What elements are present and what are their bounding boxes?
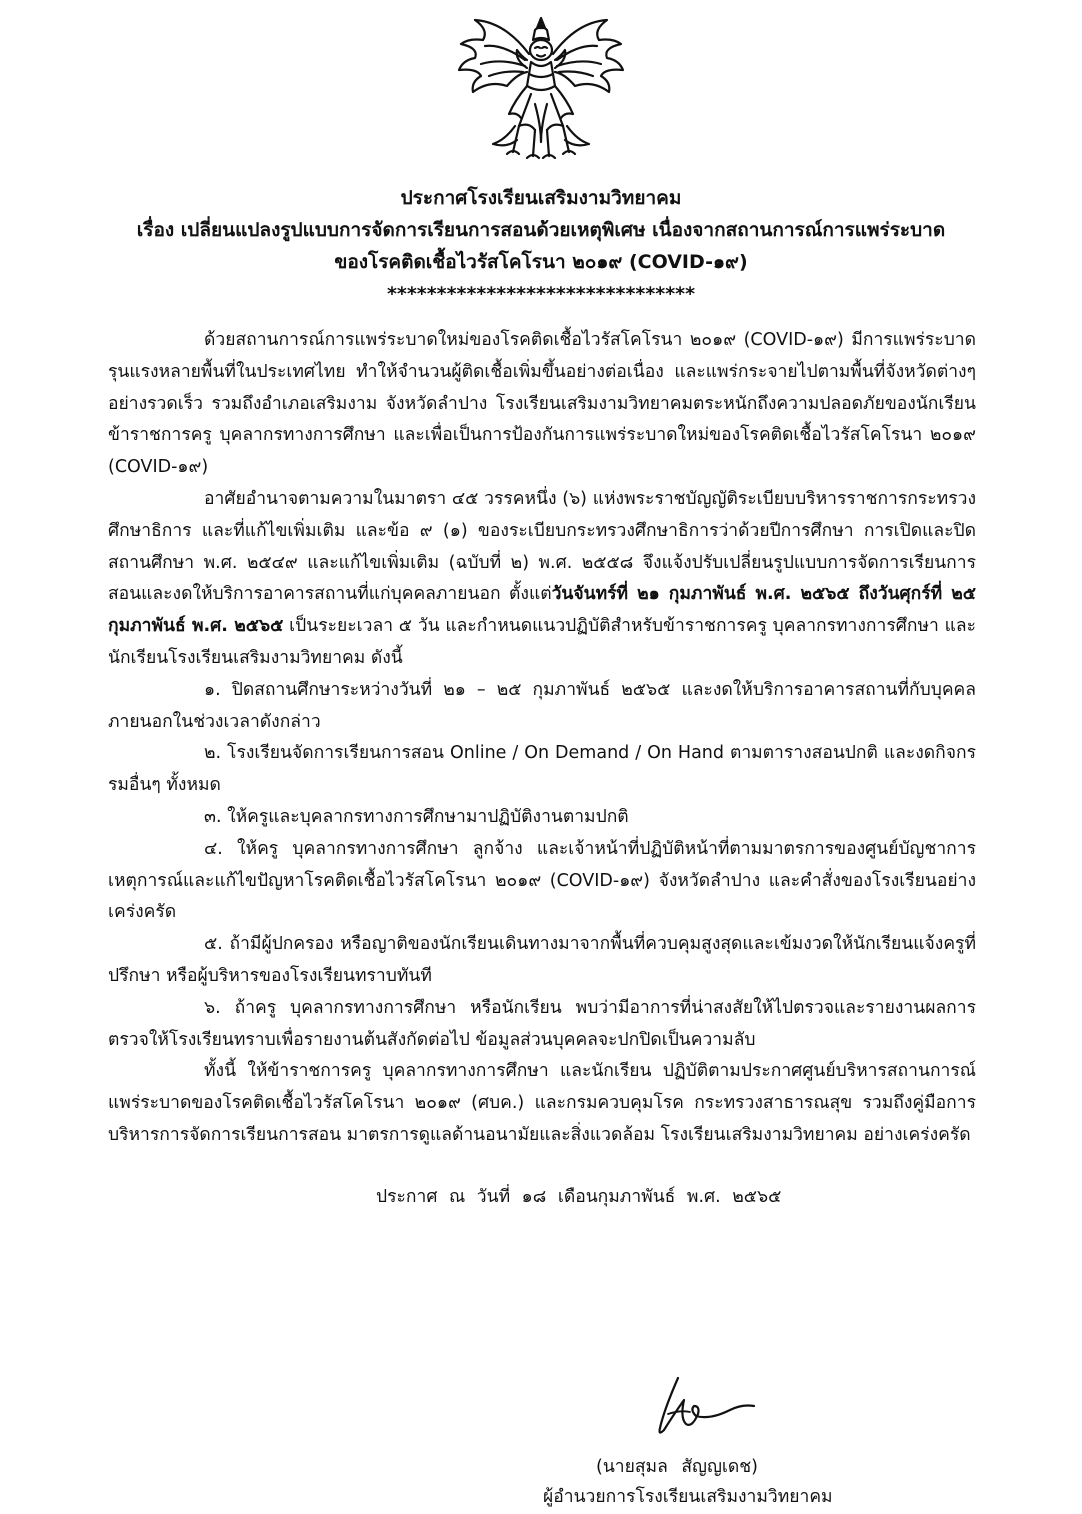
list-item-1: ๑. ปิดสถานศึกษาระหว่างวันที่ ๒๑ – ๒๕ กุมภาพันธ์ ๒๕๖๕ และงดให้บริการอาคารสถานที่กับบุคคลภายนอกในช่วงเวลาดังกล่าว <box>108 679 976 732</box>
announcement-body <box>108 325 976 1152</box>
paragraph-2 <box>108 484 976 675</box>
announcement-title: ประกาศโรงเรียนเสริมงามวิทยาคม <box>400 187 682 209</box>
announcement-date: ประกาศ ณ วันที่ ๑๘ เดือนกุมภาพันธ์ พ.ศ. ๒๕๖๕ <box>376 1187 782 1207</box>
list-item-6: ๖. ถ้าครู บุคลากรทางการศึกษา หรือนักเรียน พบว่ามีอาการที่น่าสงสัยให้ไปตรวจและรายงานผลการตรวจให้โรงเรียนทราบเพื่อรายงานต้นสังกัดต่อไป ข้อมูลส่วนบุคคลจะปกปิดเป็นความลับ <box>108 997 976 1050</box>
closing-paragraph: ทั้งนี้ ให้ข้าราชการครู บุคลากรทางการศึกษา และนักเรียน ปฏิบัติตามประกาศศูนย์บริหารสถานการณ์แพร่ระบาดของโรคติดเชื้อไวรัสโคโรนา ๒๐๑๙ (ศบค.) และกรมควบคุมโรค กระทรวงสาธารณสุข รวมถึงคู่มือการบริหารการจัดการเรียนการสอน มาตรการดูแลด้านอนามัยและสิ่งแวดล้อม โรงเรียนเสริมงามวิทยาคม อย่างเคร่งครัด <box>108 1061 976 1145</box>
paragraph-2-date-range: วันจันทร์ที่ ๒๑ กุมภาพันธ์ พ.ศ. ๒๕๖๕ ถึงวันศุกร์ที่ ๒๕ กุมภาพันธ์ พ.ศ. ๒๕๖๕ <box>108 584 976 637</box>
separator: ******************************* <box>386 283 696 305</box>
signer-title: ผู้อำนวยการโรงเรียนเสริมงามวิทยาคม <box>543 1487 833 1507</box>
signature-icon <box>650 1370 760 1440</box>
announcement-heading <box>60 182 1022 310</box>
list-item-5: ๕. ถ้ามีผู้ปกครอง หรือญาติของนักเรียนเดินทางมาจากพื้นที่ควบคุมสูงสุดและเข้มงวดให้นักเรียนแจ้งครูที่ปรึกษา หรือผู้บริหารของโรงเรียนทราบทันที <box>108 934 976 986</box>
paragraph-2-text-b: เป็นระยะเวลา ๕ วัน และกำหนดแนวปฏิบัติสำหรับข้าราชการครู บุคลากรทางการศึกษา และนักเรียนโรงเรียนเสริมงามวิทยาคม ดังนี้ <box>108 616 976 668</box>
announcement-subject: เรื่อง เปลี่ยนแปลงรูปแบบการจัดการเรียนการสอนด้วยเหตุพิเศษ เนื่องจากสถานการณ์การแพร่ระบาด <box>136 219 946 241</box>
signer-name: (นายสุมล สัญญเดช) <box>596 1457 758 1477</box>
list-item-3: ๓. ให้ครูและบุคลากรทางการศึกษามาปฏิบัติงานตามปกติ <box>204 806 629 827</box>
paragraph-2-text-a: อาศัยอำนาจตามความในมาตรา ๔๕ วรรคหนึ่ง (๖) แห่งพระราชบัญญัติระเบียบบริหารราชการกระทรวงศึกษาธิการ และที่แก้ไขเพิ่มเติม และข้อ ๙ (๑) ของระเบียบกระทรวงศึกษาธิการว่าด้วยปีการศึกษา การเปิดและปิดสถานศึกษา พ.ศ. ๒๕๔๙ และแก้ไขเพิ่มเติม (ฉบับที่ ๒) พ.ศ. ๒๕๕๘ จึงแจ้งปรับเปลี่ยนรูปแบบการจัดการเรียนการสอนและงดให้บริการอาคารสถานที่แก่บุคคลภายนอก ตั้งแต่ <box>108 488 976 605</box>
paragraph-1: ด้วยสถานการณ์การแพร่ระบาดใหม่ของโรคติดเชื้อไวรัสโคโรนา ๒๐๑๙ (COVID-๑๙) มีการแพร่ระบาดรุนแรงหลายพื้นที่ในประเทศไทย ทำให้จำนวนผู้ติดเชื้อเพิ่มขึ้นอย่างต่อเนื่อง และแพร่กระจายไปตามพื้นที่จังหวัดต่างๆ อย่างรวดเร็ว รวมถึงอำเภอเสริมงาม จังหวัดลำปาง โรงเรียนเสริมงามวิทยาคมตระหนักถึงความปลอดภัยของนักเรียน ข้าราชการครู บุคลากรทางการศึกษา และเพื่อเป็นการป้องกันการแพร่ระบาดใหม่ของโรคติดเชื้อไวรัสโคโรนา ๒๐๑๙ (COVID-๑๙) <box>108 330 976 478</box>
garuda-emblem-icon <box>455 14 627 164</box>
list-item-2: ๒. โรงเรียนจัดการเรียนการสอน Online / On Demand / On Hand ตามตารางสอนปกติ และงดกิจกรรมอื่นๆ ทั้งหมด <box>108 743 976 796</box>
list-item-4: ๔. ให้ครู บุคลากรทางการศึกษา ลูกจ้าง และเจ้าหน้าที่ปฏิบัติหน้าที่ตามมาตรการของศูนย์บัญชาการเหตุการณ์และแก้ไขปัญหาโรคติดเชื้อไวรัสโคโรนา ๒๐๑๙ (COVID-๑๙) จังหวัดลำปาง และคำสั่งของโรงเรียนอย่างเคร่งครัด <box>108 838 976 923</box>
announcement-subject-cont: ของโรคติดเชื้อไวรัสโคโรนา ๒๐๑๙ (COVID-๑๙) <box>334 251 748 273</box>
